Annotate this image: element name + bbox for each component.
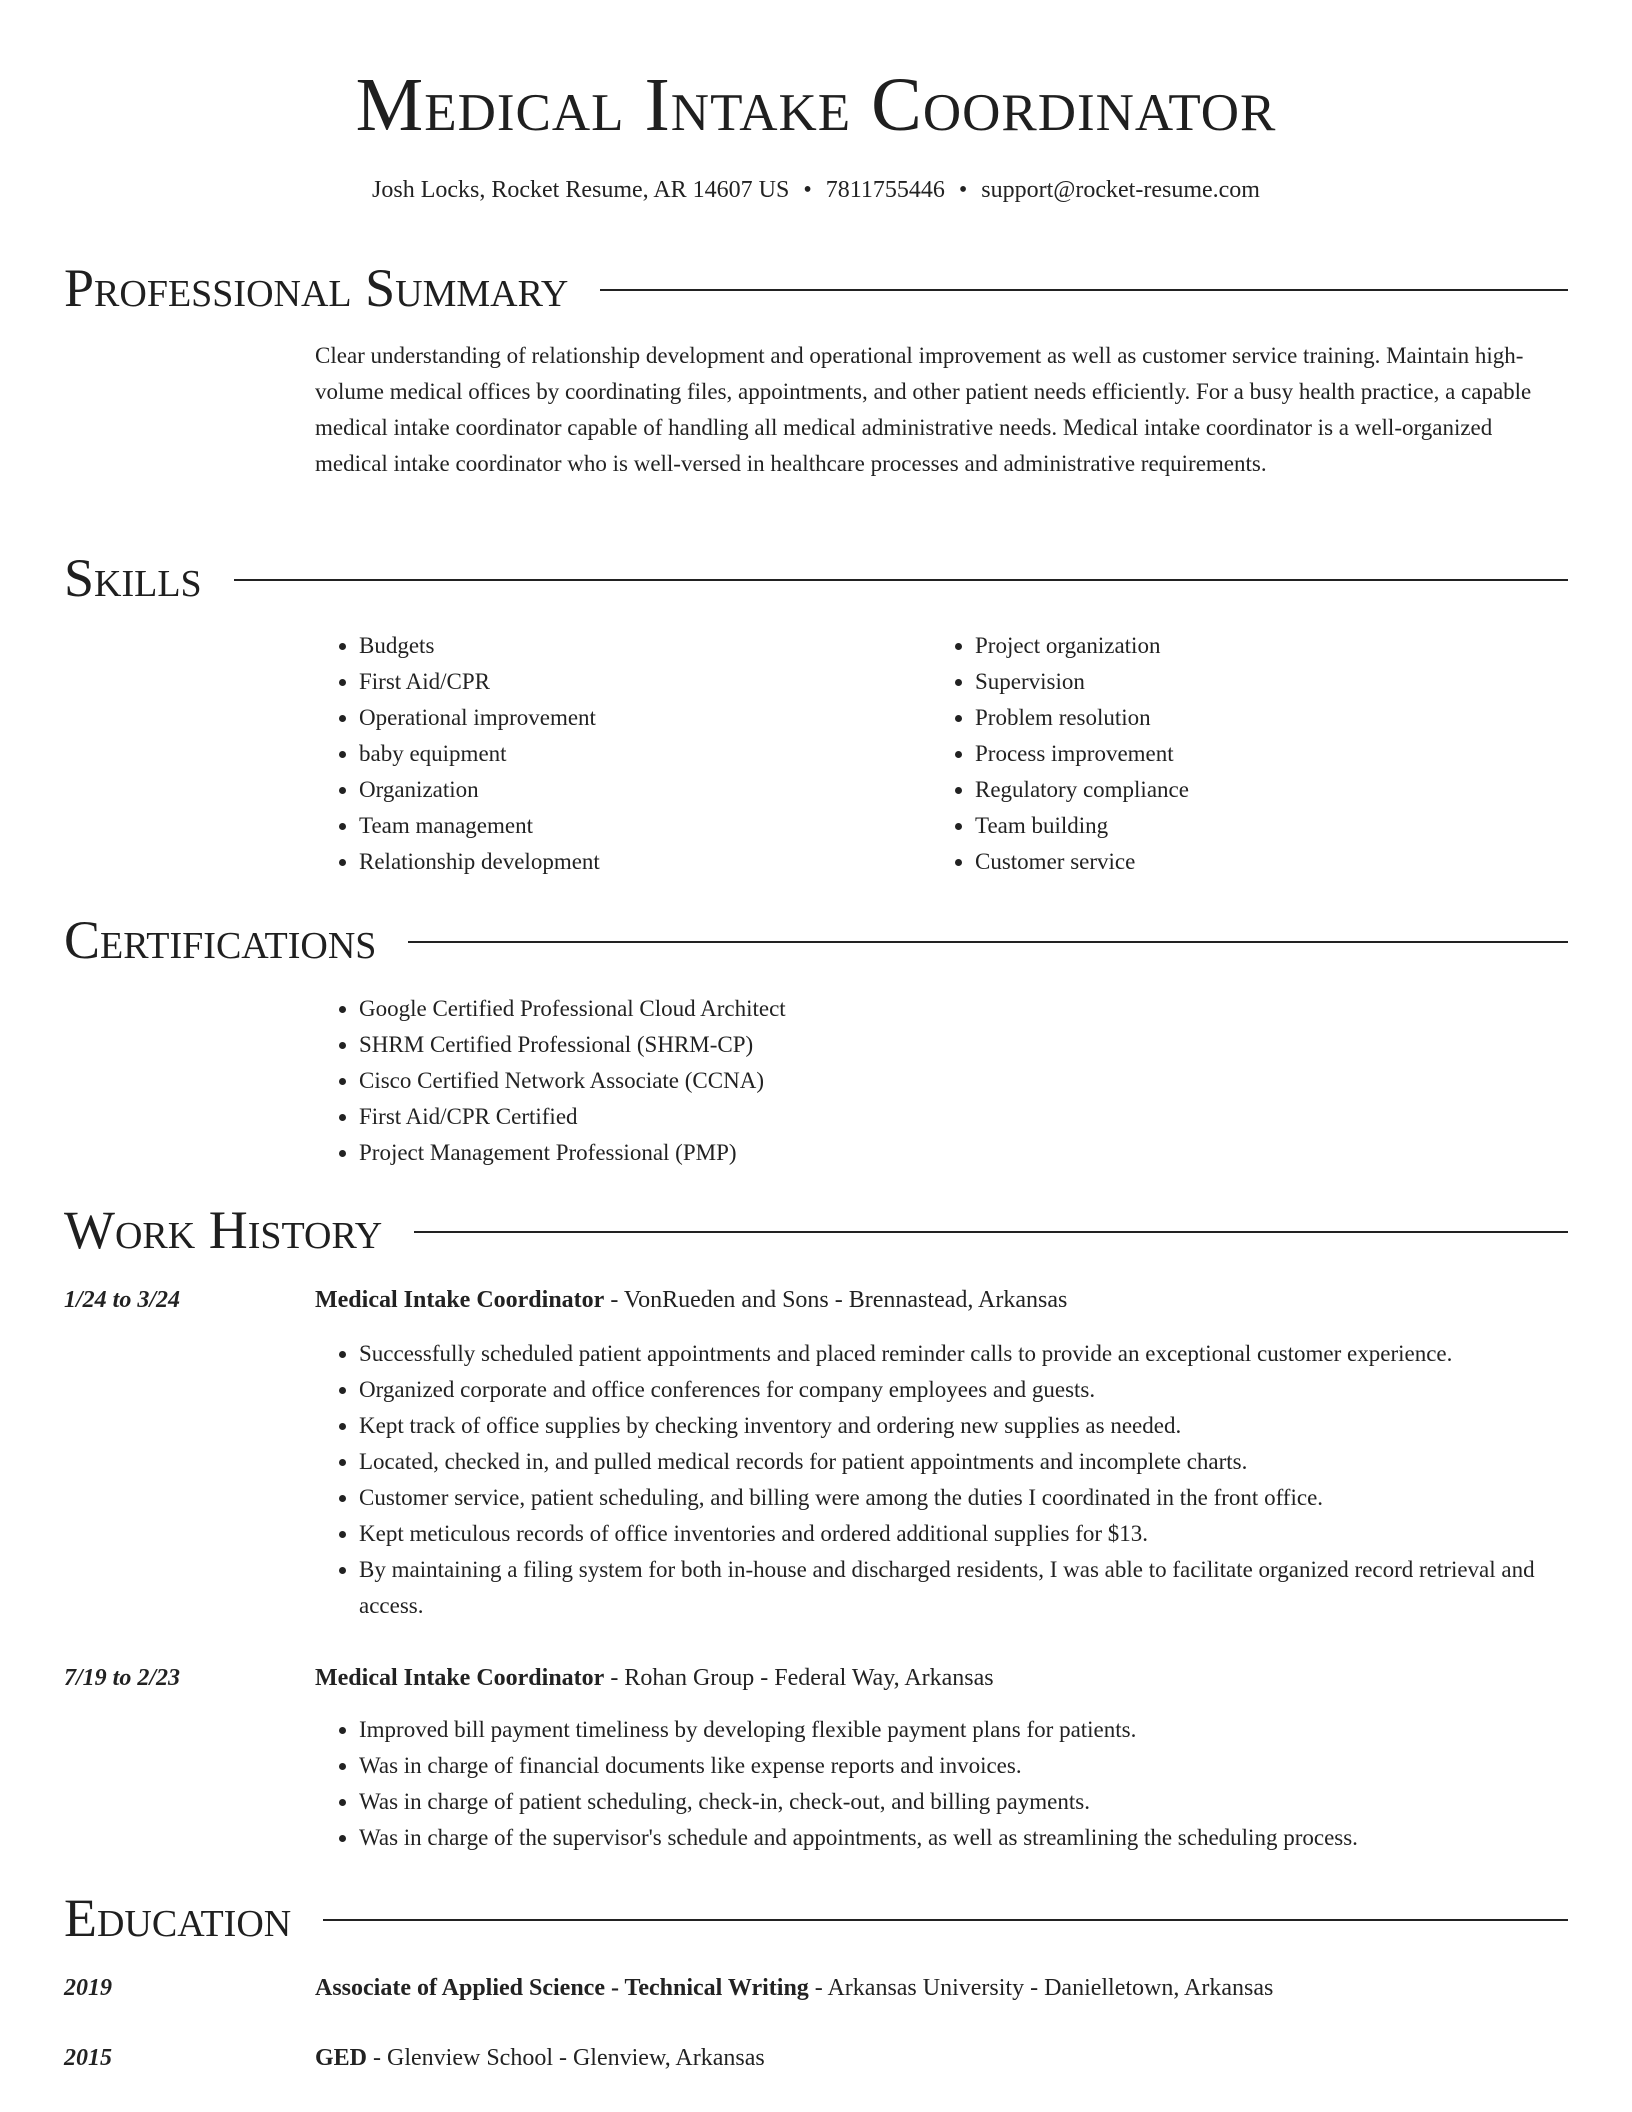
job-bullet: • Was in charge of the supervisor's schedule and appointments, as well as streamlining the scheduling process. <box>359 1820 1570 1856</box>
skill-item: • Process improvement <box>975 736 1491 772</box>
certification-item: • Google Certified Professional Cloud Architect <box>359 991 1515 1027</box>
skills-column-right <box>931 628 1491 880</box>
skill-item: • Supervision <box>975 664 1491 700</box>
education-heading <box>64 1886 1568 1950</box>
section-divider <box>408 941 1568 943</box>
education-school: - Glenview School - Glenview, Arkansas <box>367 2045 765 2071</box>
job-bullet: • Was in charge of patient scheduling, check-in, check-out, and billing payments. <box>359 1784 1570 1820</box>
contact-phone: 7811755446 <box>825 177 945 203</box>
job-bullet: • Kept meticulous records of office inventories and ordered additional supplies for $13. <box>359 1516 1570 1552</box>
job-title: Medical Intake Coordinator <box>315 1287 605 1313</box>
job-employer: - VonRueden and Sons - Brennastead, Arkansas <box>604 1287 1068 1313</box>
skill-item: • Regulatory compliance <box>975 772 1491 808</box>
skill-item: • Customer service <box>975 844 1491 880</box>
skill-item: • Team management <box>359 808 875 844</box>
job-bullet: • Customer service, patient scheduling, and billing were among the duties I coordinated in the front office. <box>359 1480 1570 1516</box>
job-bullet-list <box>315 1336 1570 1624</box>
section-divider <box>323 1919 1568 1921</box>
skill-item: • Budgets <box>359 628 875 664</box>
summary-text: Clear understanding of relationship development and operational improvement as well as customer service training. Maintain high-volume medical offices by coordinating files, appointments, and other patient needs efficiently. For a busy health practice, a capable medical intake coordinator capable of handling all medical administrative needs. Medical intake coordinator is a well-organized medical intake coordinator who is well-versed in healthcare processes and administrative requirements. <box>315 343 1532 476</box>
education-year: 2015 <box>64 2045 112 2071</box>
skill-item: • Project organization <box>975 628 1491 664</box>
section-divider <box>234 579 1568 581</box>
certification-item: • First Aid/CPR Certified <box>359 1099 1515 1135</box>
skill-item: • First Aid/CPR <box>359 664 875 700</box>
certification-item: • Cisco Certified Network Associate (CCNA) <box>359 1063 1515 1099</box>
job-heading <box>315 1660 1570 1696</box>
job-dates: 1/24 to 3/24 <box>64 1287 181 1313</box>
certifications-list <box>315 991 1515 1171</box>
certifications-heading-text: Certifications <box>64 910 377 970</box>
section-divider <box>414 1231 1568 1233</box>
job-bullet: • Organized corporate and office conferences for company employees and guests. <box>359 1372 1570 1408</box>
certification-item: • SHRM Certified Professional (SHRM-CP) <box>359 1027 1515 1063</box>
education-degree: GED <box>315 2045 368 2071</box>
skill-item: • Team building <box>975 808 1491 844</box>
job-bullet: • By maintaining a filing system for both in-house and discharged residents, I was able to facilitate organized record retrieval and access. <box>359 1552 1570 1624</box>
education-entry <box>315 2040 1570 2076</box>
certification-item: • Project Management Professional (PMP) <box>359 1135 1515 1171</box>
job-employer: - Rohan Group - Federal Way, Arkansas <box>604 1665 994 1691</box>
education-heading-text: Education <box>64 1888 292 1948</box>
education-degree: Associate of Applied Science - Technical Writing <box>315 1975 809 2001</box>
skill-item: • Problem resolution <box>975 700 1491 736</box>
skill-item: • Operational improvement <box>359 700 875 736</box>
contact-email[interactable]: support@rocket-resume.com <box>981 177 1260 203</box>
job-bullet: • Successfully scheduled patient appointments and placed reminder calls to provide an exceptional customer experience. <box>359 1336 1570 1372</box>
work-history-heading-text: Work History <box>64 1200 383 1260</box>
skills-heading <box>64 546 1568 610</box>
summary-heading-text: Professional Summary <box>64 258 569 318</box>
job-bullet: • Kept track of office supplies by checking inventory and ordering new supplies as needed. <box>359 1408 1570 1444</box>
contact-address: Josh Locks, Rocket Resume, AR 14607 US <box>372 177 790 203</box>
job-bullet: • Improved bill payment timeliness by developing flexible payment plans for patients. <box>359 1712 1570 1748</box>
skill-item: • baby equipment <box>359 736 875 772</box>
job-bullet-list <box>315 1712 1570 1856</box>
contact-separator: • <box>958 177 968 203</box>
education-year: 2019 <box>64 1975 112 2001</box>
skills-column-left <box>315 628 875 880</box>
skills-heading-text: Skills <box>64 548 202 608</box>
contact-separator: • <box>803 177 812 203</box>
section-divider <box>600 289 1568 291</box>
certifications-heading <box>64 908 1568 972</box>
job-dates: 7/19 to 2/23 <box>64 1665 181 1691</box>
job-title: Medical Intake Coordinator <box>315 1665 605 1691</box>
job-heading <box>315 1282 1570 1318</box>
job-bullet: • Located, checked in, and pulled medical records for patient appointments and incomplete charts. <box>359 1444 1570 1480</box>
work-history-heading <box>64 1198 1568 1262</box>
resume-title: Medical Intake Coordinator <box>355 63 1277 147</box>
summary-heading <box>64 256 1568 320</box>
skill-item: • Relationship development <box>359 844 875 880</box>
job-bullet: • Was in charge of financial documents like expense reports and invoices. <box>359 1748 1570 1784</box>
education-entry <box>315 1970 1570 2006</box>
skill-item: • Organization <box>359 772 875 808</box>
contact-line <box>0 174 1632 206</box>
education-school: - Arkansas University - Danielletown, Arkansas <box>808 1975 1274 2001</box>
